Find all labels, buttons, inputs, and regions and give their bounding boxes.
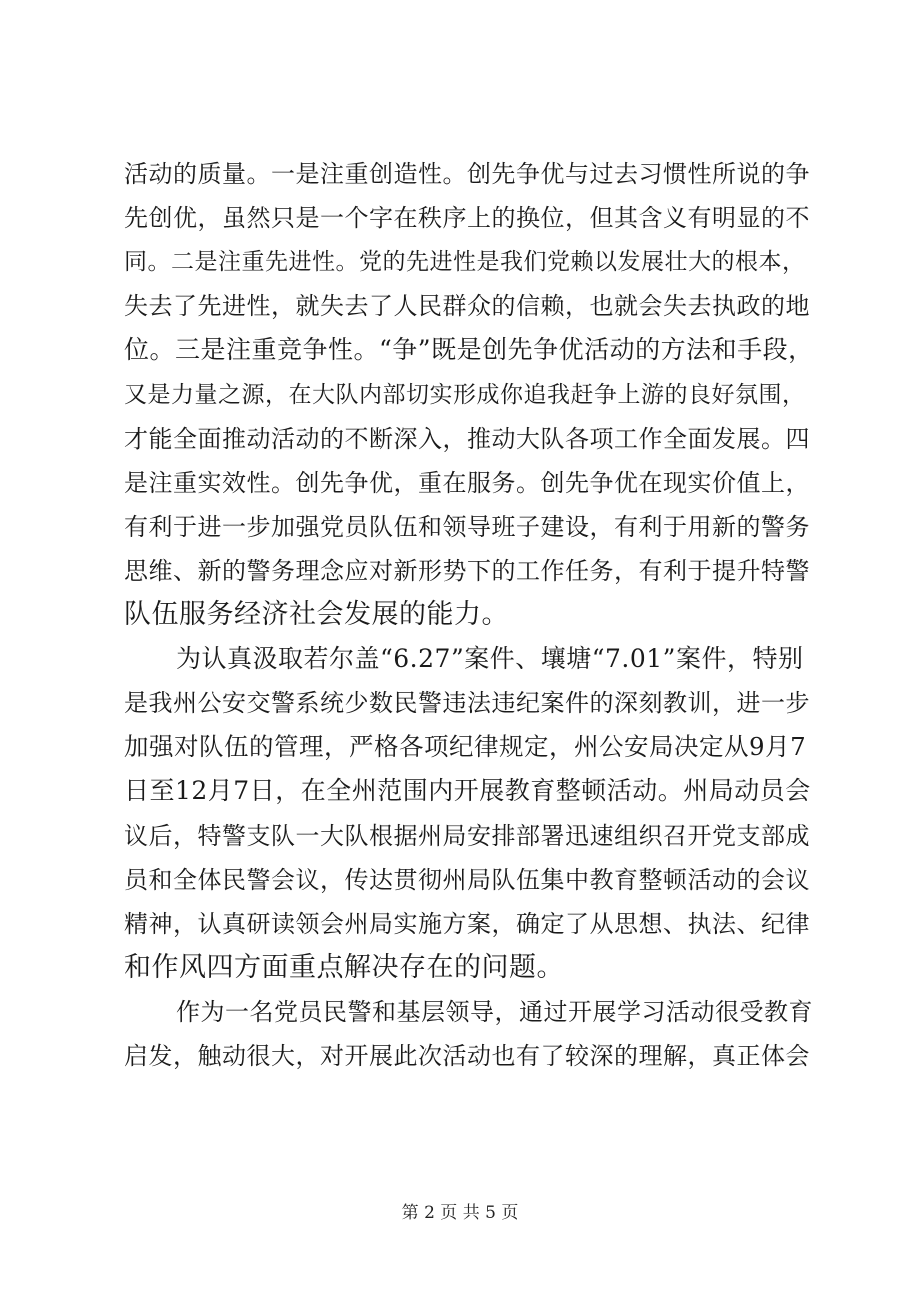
text-line: 议后，特警支队一大队根据州局安排部署迅速组织召开党支部成	[124, 822, 810, 850]
text-line: 是我州公安交警系统少数民警违法违纪案件的深刻教训，进一步	[124, 689, 810, 717]
text-line: 员和全体民警会议，传达贯彻州局队伍集中教育整顿活动的会议	[124, 866, 810, 894]
text-line: 位。三是注重竞争性。“争”既是创先争优活动的方法和手段，	[124, 335, 814, 364]
text-line: 精神，认真研读领会州局实施方案，确定了从思想、执法、纪律	[124, 910, 810, 938]
text-line: 才能全面推动活动的不断深入，推动大队各项工作全面发展。四	[124, 425, 810, 453]
text-line: 同。二是注重先进性。党的先进性是我们党赖以发展壮大的根本，	[124, 249, 806, 275]
paragraph-first-line: 作为一名党员民警和基层领导，通过开展学习活动很受教育	[176, 998, 813, 1026]
text-line: 和作风四方面重点解决存在的问题。	[124, 952, 564, 983]
text-line: 日至12月7日，在全州范围内开展教育整顿活动。州局动员会	[124, 776, 811, 805]
text-line: 活动的质量。一是注重创造性。创先争优与过去习惯性所说的争	[124, 160, 810, 188]
text-line: 失去了先进性，就失去了人民群众的信赖，也就会失去执政的地	[124, 292, 810, 320]
paragraph-first-line: 为认真汲取若尔盖“6.27”案件、壤塘“7.01”案件，特别	[176, 644, 804, 673]
page-number-footer: 第 2 页 共 5 页	[401, 1203, 519, 1223]
text-line: 思维、新的警务理念应对新形势下的工作任务，有利于提升特警	[124, 557, 810, 585]
text-line: 是注重实效性。创先争优，重在服务。创先争优在现实价值上，	[124, 469, 810, 497]
text-line: 队伍服务经济社会发展的能力。	[124, 599, 509, 630]
text-line: 有利于进一步加强党员队伍和领导班子建设，有利于用新的警务	[124, 513, 810, 541]
text-line: 启发，触动很大，对开展此次活动也有了较深的理解，真正体会	[124, 1042, 810, 1070]
text-line: 又是力量之源，在大队内部切实形成你追我赶争上游的良好氛围，	[124, 382, 806, 408]
text-line: 先创优，虽然只是一个字在秩序上的换位，但其含义有明显的不	[124, 204, 810, 232]
text-line: 加强对队伍的管理，严格各项纪律规定，州公安局决定从9月7	[124, 732, 807, 761]
